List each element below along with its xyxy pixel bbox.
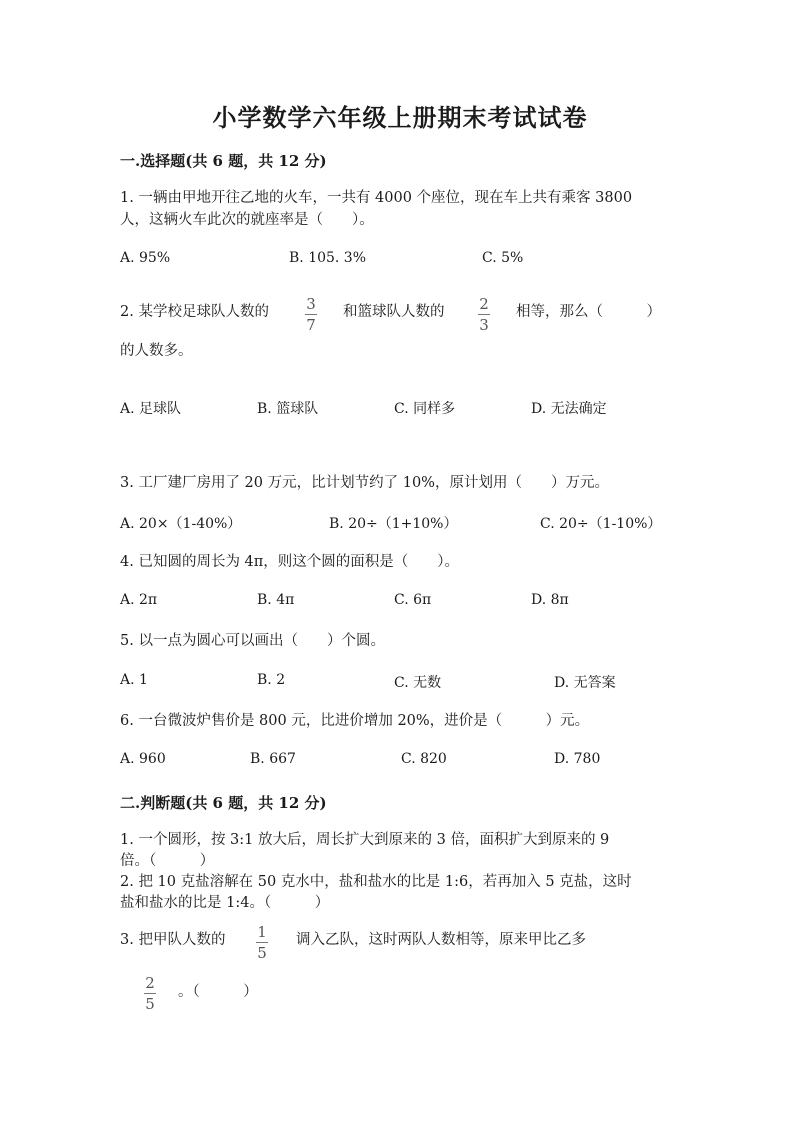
option-c: C. 820: [401, 751, 447, 767]
question-text: 1. 一个圆形，按 3:1 放大后，周长扩大到原来的 3 倍，面积扩大到原来的 9: [120, 832, 610, 848]
page-title: 小学数学六年级上册期末考试试卷: [212, 103, 588, 132]
option-a: A. 1: [120, 672, 148, 688]
question-text: 相等，那么（ ）: [516, 304, 661, 320]
option-d: D. 780: [554, 751, 601, 767]
option-b: B. 2: [257, 672, 286, 688]
fraction-bar: [478, 314, 490, 315]
question-text: 倍。（ ）: [120, 853, 215, 869]
fraction-numerator: 3: [306, 295, 316, 313]
fraction-numerator: 2: [145, 974, 155, 992]
fraction-bar: [305, 314, 317, 315]
question-text: 3. 把甲队人数的: [120, 932, 226, 948]
fraction-denominator: 7: [306, 316, 316, 334]
fraction-bar: [256, 942, 268, 943]
question-text: 。（ ）: [178, 984, 258, 1000]
section-heading-choice: 一.选择题(共 6 题，共 12 分): [120, 152, 327, 170]
fraction-numerator: 1: [257, 923, 267, 941]
fraction: [144, 974, 156, 1013]
option-a: A. 2π: [120, 592, 158, 608]
option-a: A. 20×（1-40%）: [120, 516, 242, 532]
fraction: [256, 923, 268, 962]
question-text: 人，这辆火车此次的就座率是（ ）。: [120, 212, 374, 228]
option-a: A. 95%: [120, 250, 171, 266]
fraction-numerator: 2: [479, 295, 489, 313]
fraction-denominator: 5: [145, 995, 155, 1013]
option-d: D. 8π: [531, 592, 569, 608]
option-c: C. 20÷（1-10%）: [540, 516, 662, 532]
fraction: [478, 295, 490, 334]
fraction-denominator: 5: [257, 944, 267, 962]
fraction-bar: [144, 993, 156, 994]
question-text: 3. 工厂建厂房用了 20 万元，比计划节约了 10%，原计划用（ ）万元。: [120, 475, 609, 491]
question-text: 2. 把 10 克盐溶解在 50 克水中，盐和盐水的比是 1:6，若再加入 5 克盐，这时: [120, 874, 632, 890]
option-c: C. 6π: [394, 592, 432, 608]
question-text: 4. 已知圆的周长为 4π，则这个圆的面积是（ ）。: [120, 554, 460, 570]
question-text: 的人数多。: [120, 343, 193, 359]
question-text: 5. 以一点为圆心可以画出（ ）个圆。: [120, 633, 385, 649]
question-text: 盐和盐水的比是 1:4。（ ）: [120, 895, 330, 911]
question-text: 6. 一台微波炉售价是 800 元，比进价增加 20%，进价是（ ）元。: [120, 713, 590, 729]
option-c: C. 5%: [482, 250, 524, 266]
option-b: B. 篮球队: [257, 401, 319, 417]
option-b: B. 667: [250, 751, 296, 767]
option-b: B. 20÷（1+10%）: [329, 516, 458, 532]
question-text: 2. 某学校足球队人数的: [120, 304, 269, 320]
fraction-denominator: 3: [479, 316, 489, 334]
option-b: B. 105. 3%: [289, 250, 367, 266]
option-b: B. 4π: [257, 592, 295, 608]
option-c: C. 同样多: [394, 401, 456, 417]
section-heading-judgment: 二.判断题(共 6 题，共 12 分): [120, 794, 327, 812]
option-a: A. 足球队: [120, 401, 182, 417]
question-text: 调入乙队，这时两队人数相等，原来甲比乙多: [296, 932, 586, 948]
fraction: [305, 295, 317, 334]
option-a: A. 960: [120, 751, 166, 767]
option-c: C. 无数: [394, 675, 442, 691]
question-text: 1. 一辆由甲地开往乙地的火车，一共有 4000 个座位，现在车上共有乘客 3800: [120, 190, 633, 206]
option-d: D. 无法确定: [531, 401, 607, 417]
question-text: 和篮球队人数的: [343, 304, 445, 320]
option-d: D. 无答案: [554, 675, 616, 691]
